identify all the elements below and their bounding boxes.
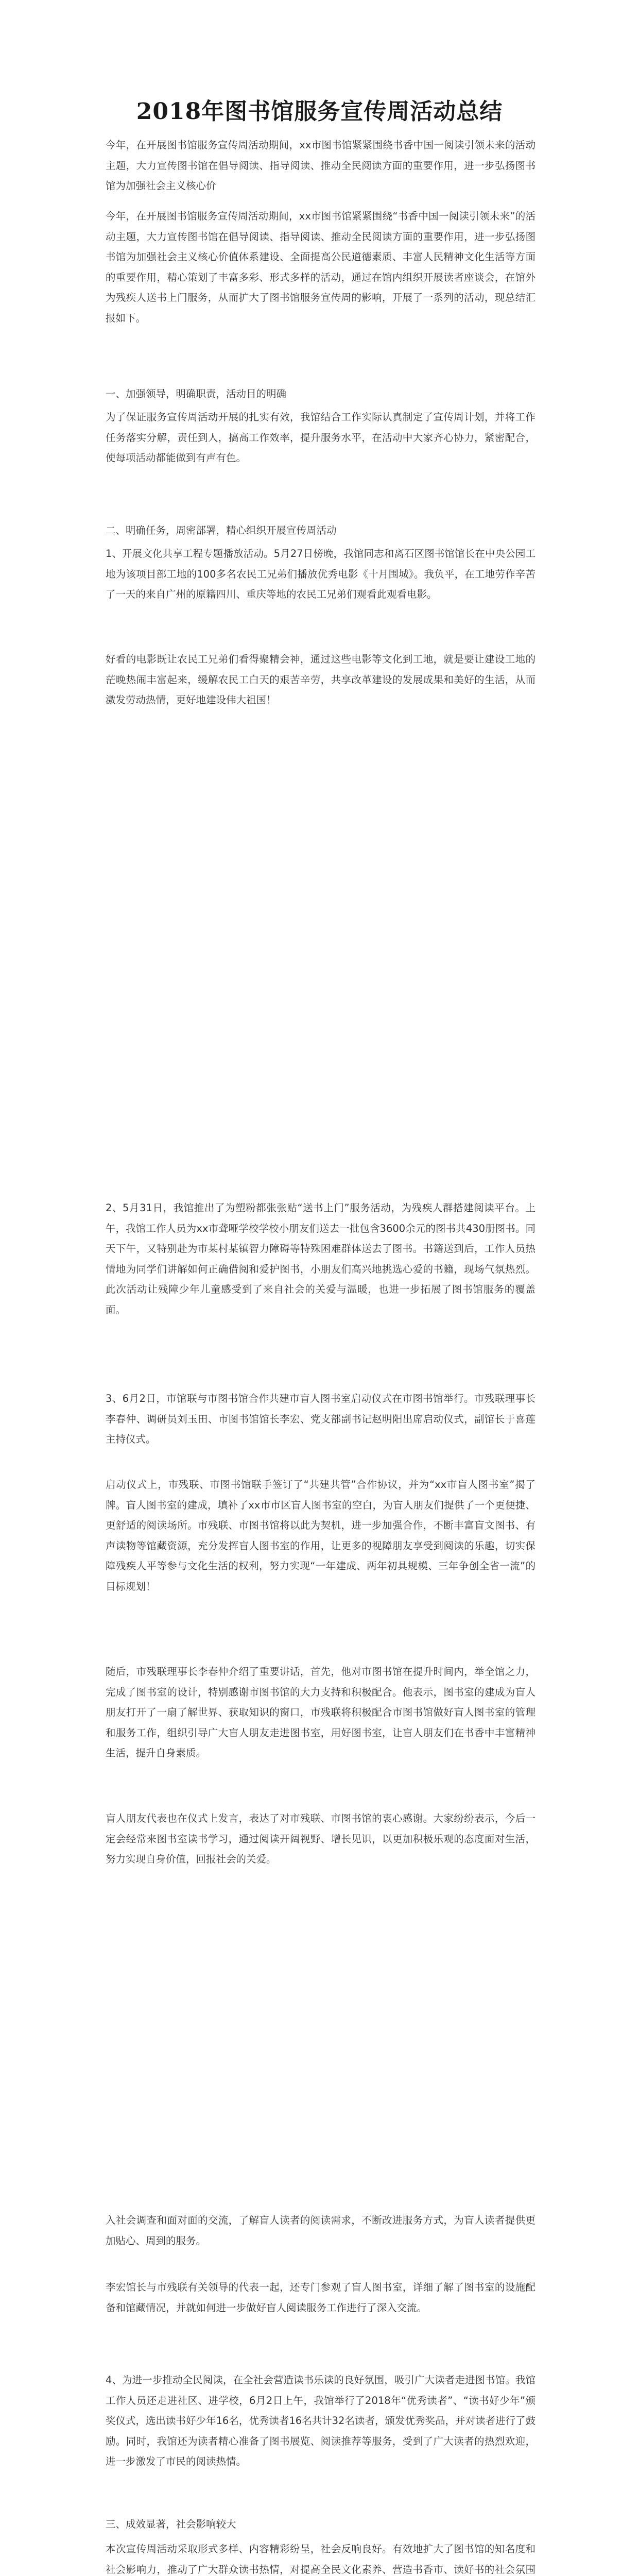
section-heading-2: 二、明确任务，周密部署，精心组织开展宣传周活动 <box>106 524 337 536</box>
section-heading-1: 一、加强领导，明确职责，活动目的明确 <box>106 388 287 400</box>
paragraph-ceremony: 启动仪式上，市残联、市图书馆联手签订了“共建共管”合作协议，并为“xx市盲人图书室”揭了牌。盲人图书室的建成，填补了xx市市区盲人图书室的空白，为盲人朋友们提供了一个更便捷、更舒适的阅读场所。市残联、市图书馆将以此为契机，进一步加强合作，不断丰富盲文图书、有声读物等馆藏资源，充分发挥盲人图书室的作用，让更多的视障朋友享受到阅读的乐趣，切实保障残疾人平等参与文化生活的权利，努力实现“一年建成、两年初具规模、三年争创全省一流”的目标规划！ <box>106 1479 536 1592</box>
paragraph-item-4: 4、为进一步推动全民阅读，在全社会营造读书乐读的良好氛围，吸引广大读者走进图书馆。我馆工作人员还走进社区、进学校，6月2日上午，我馆举行了2018年“优秀读者”、“读书好少年”颁奖仪式，选出读书好少年16名，优秀读者16名共计32名读者，颁发优秀奖品，并对读者进行了鼓励。同时，我馆还为读者精心准备了图书展览、阅读推荐等服务，受到了广大读者的热烈欢迎，进一步激发了市民的阅读热情。 <box>106 2374 536 2467</box>
paragraph-item-2: 2、5月31日，我馆推出了为塑粉都张张贴“送书上门”服务活动，为残疾人群搭建阅读平台。上午，我馆工作人员为xx市聋哑学校学校小朋友们送去一批包含3600余元的图书共430册图书。同天下午，又特别赴为市某村某镇智力障碍等特殊困难群体送去了图书。书籍送到后，工作人员热情地为同学们讲解如何正确借阅和爱护图书，小朋友们高兴地挑选心爱的书籍，现场气氛热烈。此次活动让残障少年儿童感受到了来自社会的关爱与温暖，也进一步拓展了图书馆服务的覆盖面。 <box>106 1202 536 1316</box>
section-heading-3: 三、成效显著，社会影响较大 <box>106 2518 236 2530</box>
paragraph-results: 本次宣传周活动采取形式多样、内容精彩纷呈，社会反响良好。有效地扩大了图书馆的知名度和社会影响力，推动了广大群众读书热情，对提高全民文化素养、营造书香市、读好书的社会氛围 <box>106 2543 536 2575</box>
paragraph-plan: 为了保证服务宣传周活动开展的扎实有效，我馆结合工作实际认真制定了宣传周计划，并将工作任务落实分解，责任到人，搞高工作效率，提升服务水平，在活动中大家齐心协力，紧密配合，使每项活动都能做到有声有色。 <box>106 411 536 464</box>
paragraph-visit: 李宏馆长与市残联有关领导的代表一起，还专门参观了盲人图书室，详细了解了图书室的设施配备和馆藏情况，并就如何进一步做好盲人阅读服务工作进行了深入交流。 <box>106 2281 536 2314</box>
paragraph-intro: 今年，在开展图书馆服务宣传周活动期间，xx市图书馆紧紧围绕书香中国一阅读引领未来的活动主题，大力宣传图书馆在倡导阅读、指导阅读、推动全民阅读方面的重要作用，进一步弘扬图书馆为加强社会主义核心价 <box>106 139 536 192</box>
paragraph-item-3: 3、6月2日，市馆联与市图书馆合作共建市盲人图书室启动仪式在市图书馆举行。市残联理事长李春仲、调研员刘玉田、市图书馆馆长李宏、党支部副书记赵明阳出席启动仪式，副馆长于喜莲主持仪式。 <box>106 1393 536 1445</box>
paragraph-summary: 今年，在开展图书馆服务宣传周活动期间，xx市图书馆紧紧围绕“书香中国一阅读引领未来”的活动主题，大力宣传图书馆在倡导阅读、指导阅读、推动全民阅读方面的重要作用，进一步弘扬图书馆为加强社会主义核心价值体系建设、全面提高公民道德素质、丰富人民精神文化生活等方面的重要作用，精心策划了丰富多彩、形式多样的活动，通过在馆内组织开展读者座谈会，在馆外为残疾人送书上门服务，从而扩大了图书馆服务宣传周的影响，开展了一系列的活动，现总结汇报如下。 <box>106 210 536 324</box>
document-title: 2018年图书馆服务宣传周活动总结 <box>136 98 503 125</box>
paragraph-speech: 随后，市残联理事长李春仲介绍了重要讲话，首先，他对市图书馆在提升时间内，举全馆之力，完成了图书室的设计，特别感谢市图书馆的大力支持和积极配合。他表示，图书室的建成为盲人朋友打开了一扇了解世界、获取知识的窗口，市残联将积极配合市图书馆做好盲人图书室的管理和服务工作，组织引导广大盲人朋友走进图书室，用好图书室，让盲人朋友们在书香中丰富精神生活，提升自身素质。 <box>106 1666 536 1759</box>
paragraph-continued: 入社会调查和面对面的交流，了解盲人读者的阅读需求，不断改进服务方式，为盲人读者提供更加贴心、周到的服务。 <box>106 2214 536 2247</box>
paragraph-movie: 好看的电影既让农民工兄弟们看得聚精会神，通过这些电影等文化到工地，就是要让建设工地的茫晚热闹丰富起来，缓解农民工白天的艰苦辛劳，共享改革建设的发展成果和美好的生活，从而激发劳动热情，更好地建设伟大祖国！ <box>106 653 536 706</box>
paragraph-item-1: 1、开展文化共享工程专题播放活动。5月27日傍晚，我馆同志和离石区图书馆馆长在中央公园工地为该项目部工地的100多名农民工兄弟们播放优秀电影《十月围城》。我负平，在工地劳作辛苦了一天的来自广州的原籍四川、重庆等地的农民工兄弟们观看此观看电影。 <box>106 548 536 600</box>
paragraph-representative: 盲人朋友代表也在仪式上发言，表达了对市残联、市图书馆的衷心感谢。大家纷纷表示，今后一定会经常来图书室读书学习，通过阅读开阔视野、增长见识，以更加积极乐观的态度面对生活，努力实现自身价值，回报社会的关爱。 <box>106 1812 536 1865</box>
